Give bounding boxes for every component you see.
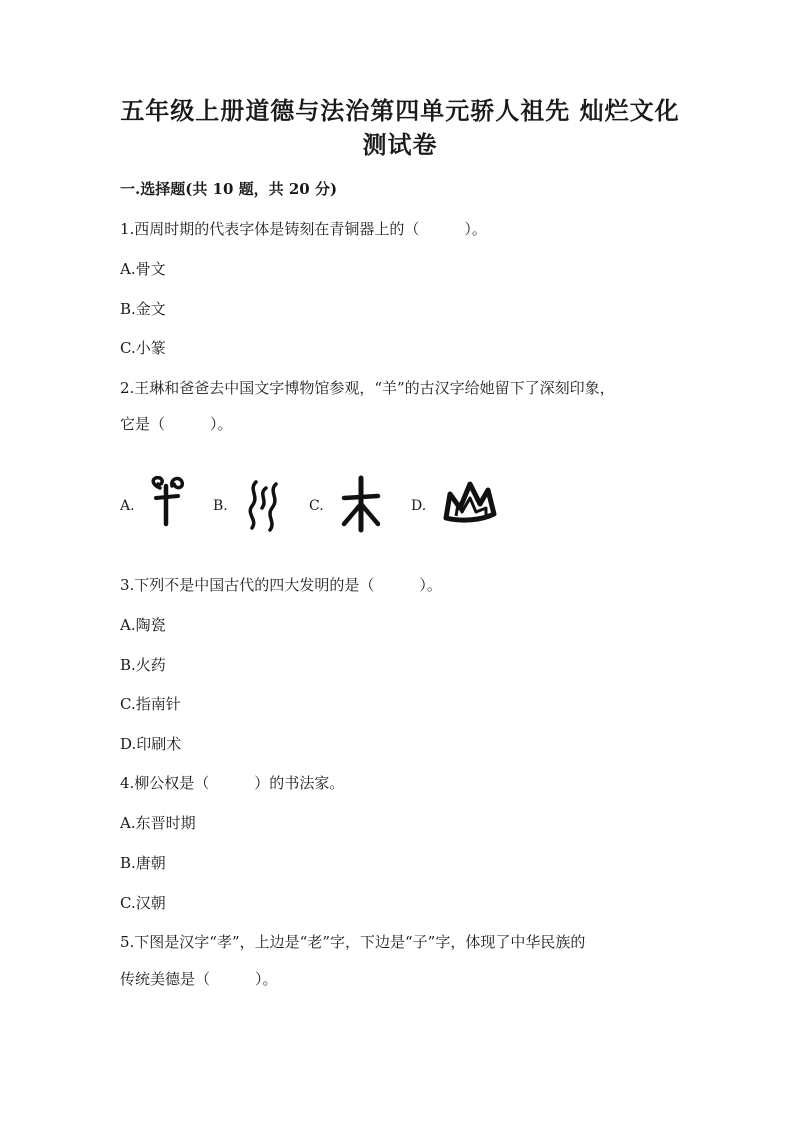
- question-3-option-b: B.火药: [120, 656, 166, 674]
- question-2-stem-line2: 它是（ ）。: [120, 415, 233, 433]
- question-4-option-c: C.汉朝: [120, 894, 166, 912]
- question-1-option-b: B.金文: [120, 300, 166, 318]
- question-2-option-b-label: B.: [213, 498, 228, 514]
- question-3-stem: 3.下列不是中国古代的四大发明的是（ ）。: [120, 576, 442, 594]
- question-3-option-c: C.指南针: [120, 695, 181, 713]
- question-4-stem: 4.柳公权是（ ）的书法家。: [120, 774, 345, 792]
- question-2-option-c-label: C.: [309, 498, 324, 514]
- question-4-option-b: B.唐朝: [120, 854, 166, 872]
- page-title-line2: 测试卷: [362, 130, 438, 159]
- question-2-option-d-label: D.: [411, 498, 427, 514]
- ancient-glyph-c-icon: [338, 474, 384, 534]
- question-2-stem: 2.王琳和爸爸去中国文字博物馆参观，“羊”的古汉字给她留下了深刻印象，: [120, 379, 615, 397]
- question-4-option-a: A.东晋时期: [120, 814, 196, 832]
- page-title: 五年级上册道德与法治第四单元骄人祖先 灿烂文化: [120, 96, 680, 125]
- section-heading: 一.选择题(共 10 题，共 20 分): [120, 180, 338, 198]
- question-1-option-a: A.骨文: [120, 260, 166, 278]
- question-3-option-d: D.印刷术: [120, 735, 182, 753]
- question-2-option-a-label: A.: [120, 498, 135, 514]
- question-5-stem-line2: 传统美德是（ ）。: [120, 970, 278, 988]
- question-1-option-c: C.小篆: [120, 339, 166, 357]
- question-3-option-a: A.陶瓷: [120, 616, 166, 634]
- question-1-stem: 1.西周时期的代表字体是铸刻在青铜器上的（ ）。: [120, 220, 487, 238]
- question-5-stem: 5.下图是汉字“孝”，上边是“老”字，下边是“子”字，体现了中华民族的: [120, 933, 586, 951]
- ancient-glyph-a-icon: [146, 474, 188, 534]
- ancient-glyph-b-icon: [244, 474, 284, 534]
- question-2-options: [120, 474, 540, 538]
- ancient-glyph-d-icon: [442, 474, 500, 534]
